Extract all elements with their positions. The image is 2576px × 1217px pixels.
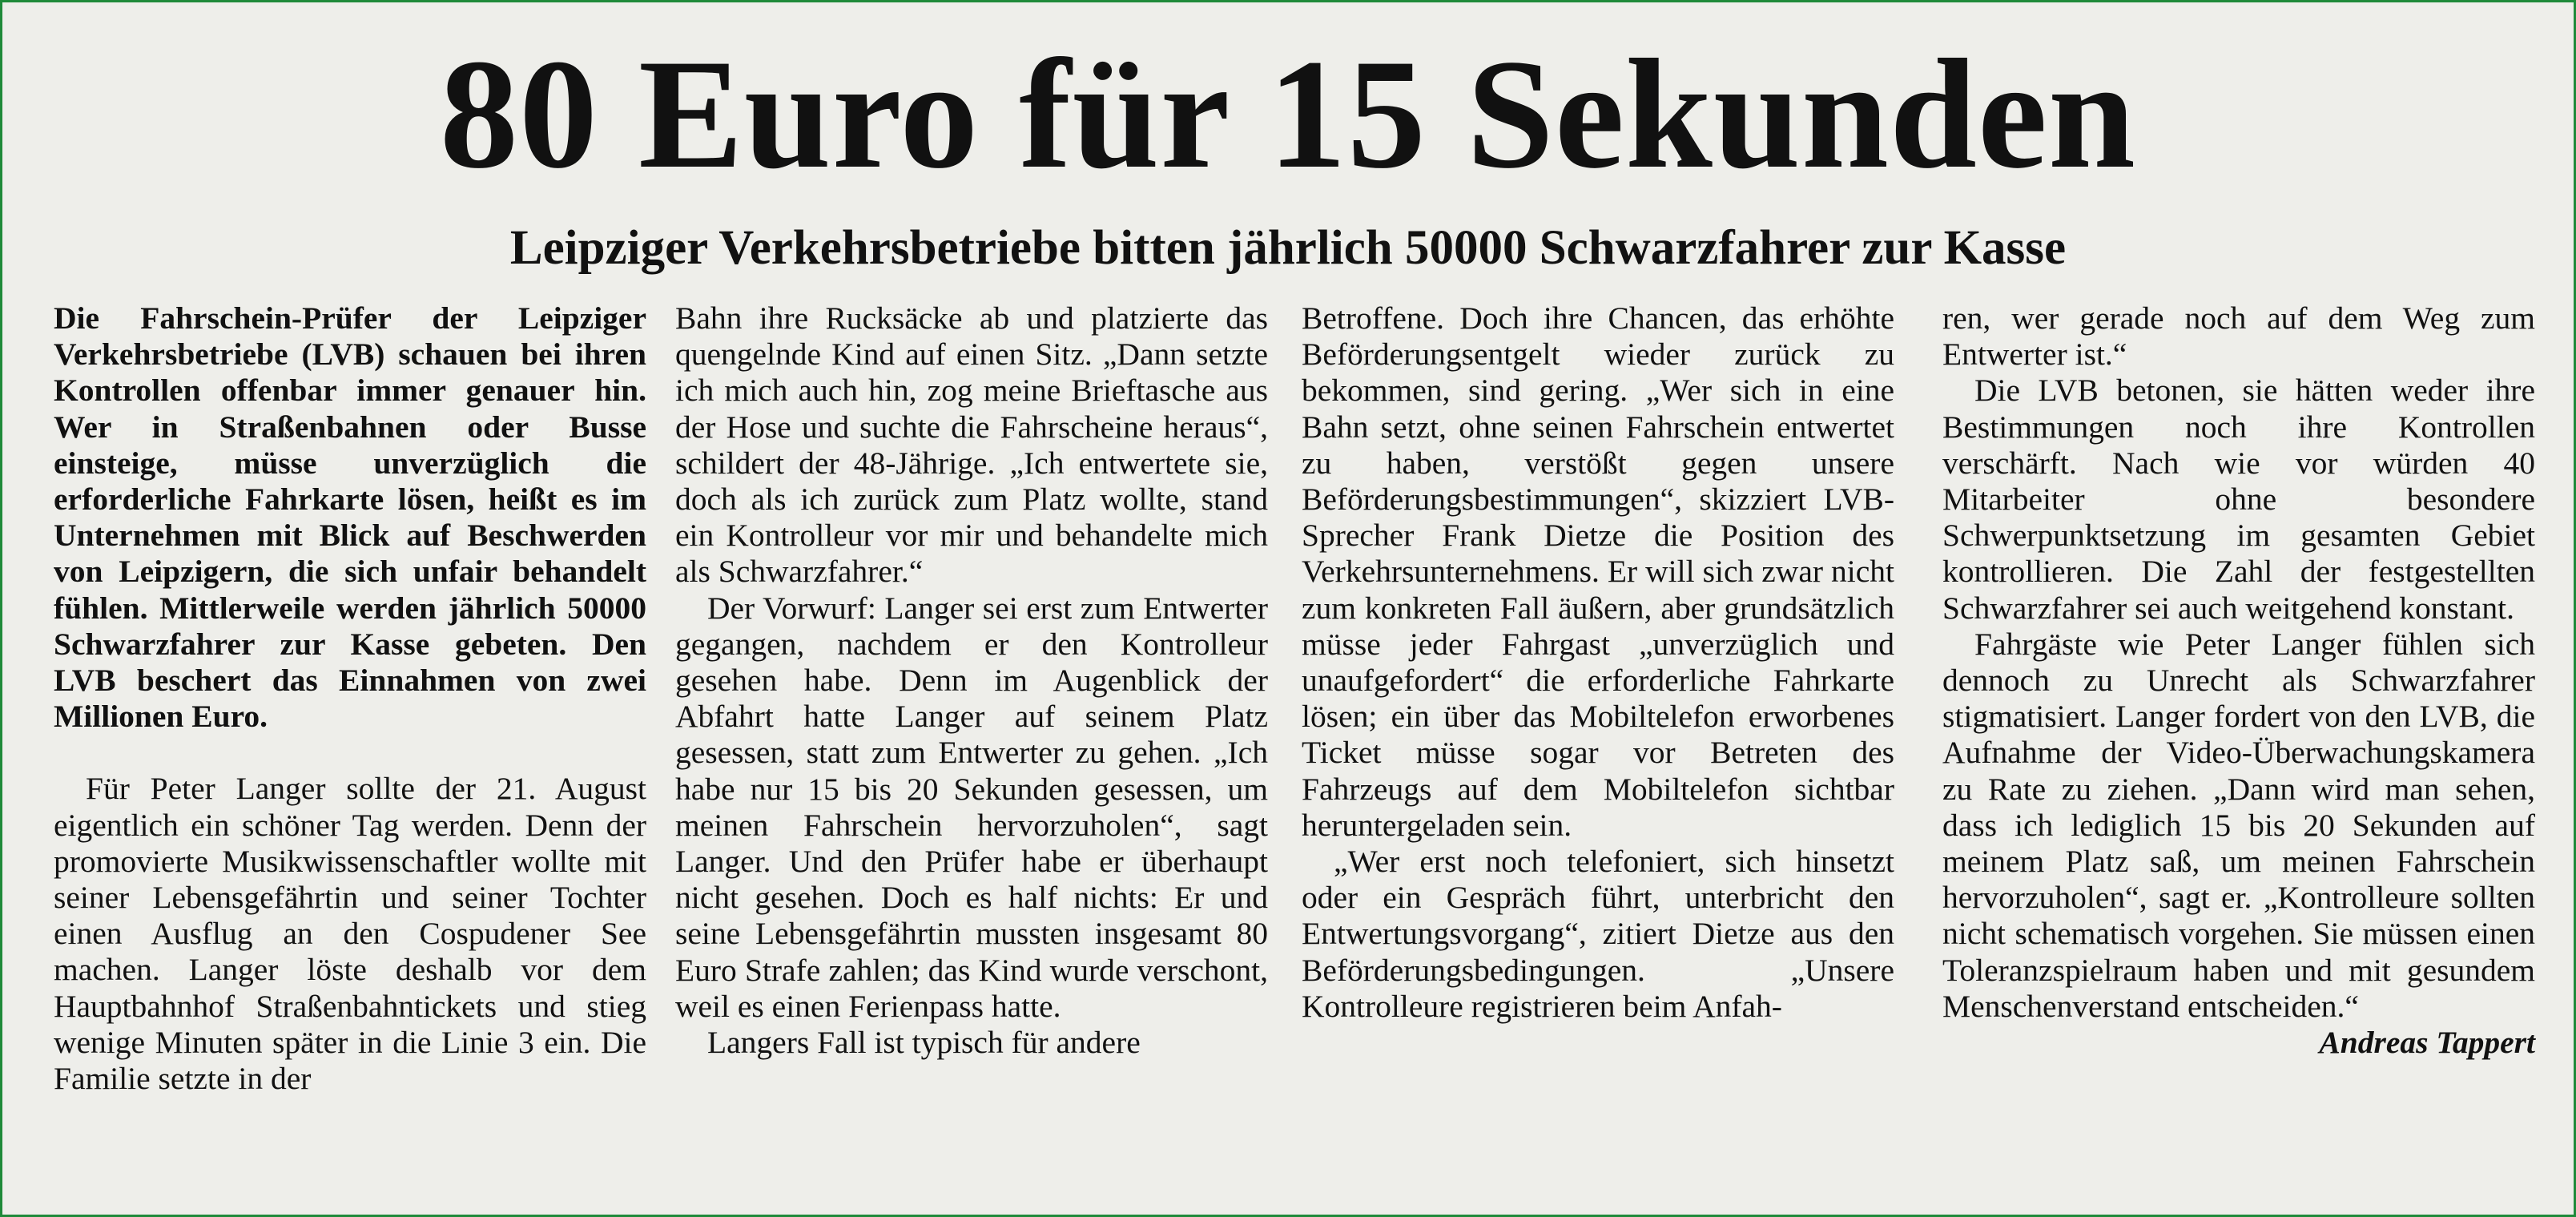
lead-paragraph: Die Fahrschein-Prüfer der Leipziger Verkehrsbetriebe (LVB) schauen bei ihren Kontrollen offenbar immer genauer hin. Wer in Straßenbahnen oder Busse einsteige, müsse unverzüglich die erforderliche Fahrkarte lösen, heißt es im Unternehmen mit Blick auf Beschwerden von Leipzigern, die sich unfair behandelt fühlen. Mittlerweile werden jährlich 50000 Schwarzfahrer zur Kasse gebeten. Den LVB beschert das Einnahmen von zwei Millionen Euro. <box>54 300 646 735</box>
body-paragraph: ren, wer gerade noch auf dem Weg zum Entwerter ist.“ <box>1942 300 2535 373</box>
headline: 80 Euro für 15 Sekunden <box>440 27 2136 201</box>
body-paragraph: Bahn ihre Rucksäcke ab und platzierte das quengelnde Kind auf einen Sitz. „Dann setzte ich mich auch hin, zog meine Brieftasche aus der Hose und suchte die Fahrscheine heraus“, schildert der 48-Jährige. „Ich entwertete sie, doch als ich zurück zum Platz wollte, stand ein Kontrolleur vor mir und behandelte mich als Schwarzfahrer.“ <box>675 300 1268 590</box>
subheadline: Leipziger Verkehrsbetriebe bitten jährlich 50000 Schwarzfahrer zur Kasse <box>509 221 2067 275</box>
body-paragraph: „Wer erst noch telefoniert, sich hinsetzt oder ein Gespräch führt, unterbricht den Entwertungsvorgang“, zitiert Dietze aus den Beförderungsbedingungen. „Unsere Kontrolleure registrieren beim Anfah- <box>1302 844 1894 1024</box>
column-4 <box>1942 300 2535 1182</box>
body-paragraph: Betroffene. Doch ihre Chancen, das erhöhte Beförderungsentgelt wieder zurück zu bekommen, sind gering. „Wer sich in eine Bahn setzt, ohne seinen Fahrschein entwertet zu haben, verstößt gegen unsere Beförderungsbestimmungen“, skizziert LVB-Sprecher Frank Dietze die Position des Verkehrsunternehmens. Er will sich zwar nicht zum konkreten Fall äußern, aber grundsätzlich müsse jeder Fahrgast „unverzüglich und unaufgefordert“ die erforderliche Fahrkarte lösen; ein über das Mobiltelefon erworbenes Ticket müsse sogar vor Betreten des Fahrzeugs auf dem Mobiltelefon sichtbar heruntergeladen sein. <box>1302 300 1894 843</box>
body-paragraph: Für Peter Langer sollte der 21. August eigentlich ein schöner Tag werden. Denn der promovierte Musikwissenschaftler wollte mit seiner Lebensgefährtin und seiner Tochter einen Ausflug an den Cospudener See machen. Langer löste deshalb vor dem Hauptbahnhof Straßenbahntickets und stieg wenige Minuten später in die Linie 3 ein. Die Familie setzte in der <box>54 771 646 1097</box>
column-2 <box>675 300 1268 1182</box>
column-3 <box>1302 300 1894 1182</box>
body-paragraph: Der Vorwurf: Langer sei erst zum Entwerter gegangen, nachdem er den Kontrolleur gesehen habe. Denn im Augenblick der Abfahrt hatte Langer auf seinem Platz gesessen, statt zum Entwerter zu gehen. „Ich habe nur 15 bis 20 Sekunden gesessen, um meinen Fahrschein hervorzuholen“, sagt Langer. Und den Prüfer habe er überhaupt nicht gesehen. Doch es half nichts: Er und seine Lebensgefährtin mussten insgesamt 80 Euro Strafe zahlen; das Kind wurde verschont, weil es einen Ferienpass hatte. <box>675 590 1268 1024</box>
body-paragraph: Langers Fall ist typisch für andere <box>707 1025 1141 1061</box>
body-paragraph: Die LVB betonen, sie hätten weder ihre Bestimmungen noch ihre Kontrollen verschärft. Nach wie vor würden 40 Mitarbeiter ohne besondere Schwerpunktsetzung im gesamten Gebiet kontrollieren. Die Zahl der festgestellten Schwarzfahrer sei auch weitgehend konstant. <box>1942 373 2535 626</box>
author-byline: Andreas Tappert <box>2319 1025 2535 1061</box>
body-paragraph: Fahrgäste wie Peter Langer fühlen sich dennoch zu Unrecht als Schwarzfahrer stigmatisiert. Langer fordert von den LVB, die Aufnahme der Video-Überwachungskamera zu Rate zu ziehen. „Dann wird man sehen, dass ich lediglich 15 bis 20 Sekunden auf meinem Platz saß, um meinen Fahrschein hervorzuholen“, sagt er. „Kontrolleure sollten nicht schematisch vorgehen. Sie müssen einen Toleranzspielraum haben und mit gesundem Menschenverstand entscheiden.“ <box>1942 626 2535 1024</box>
column-1 <box>54 300 646 1182</box>
